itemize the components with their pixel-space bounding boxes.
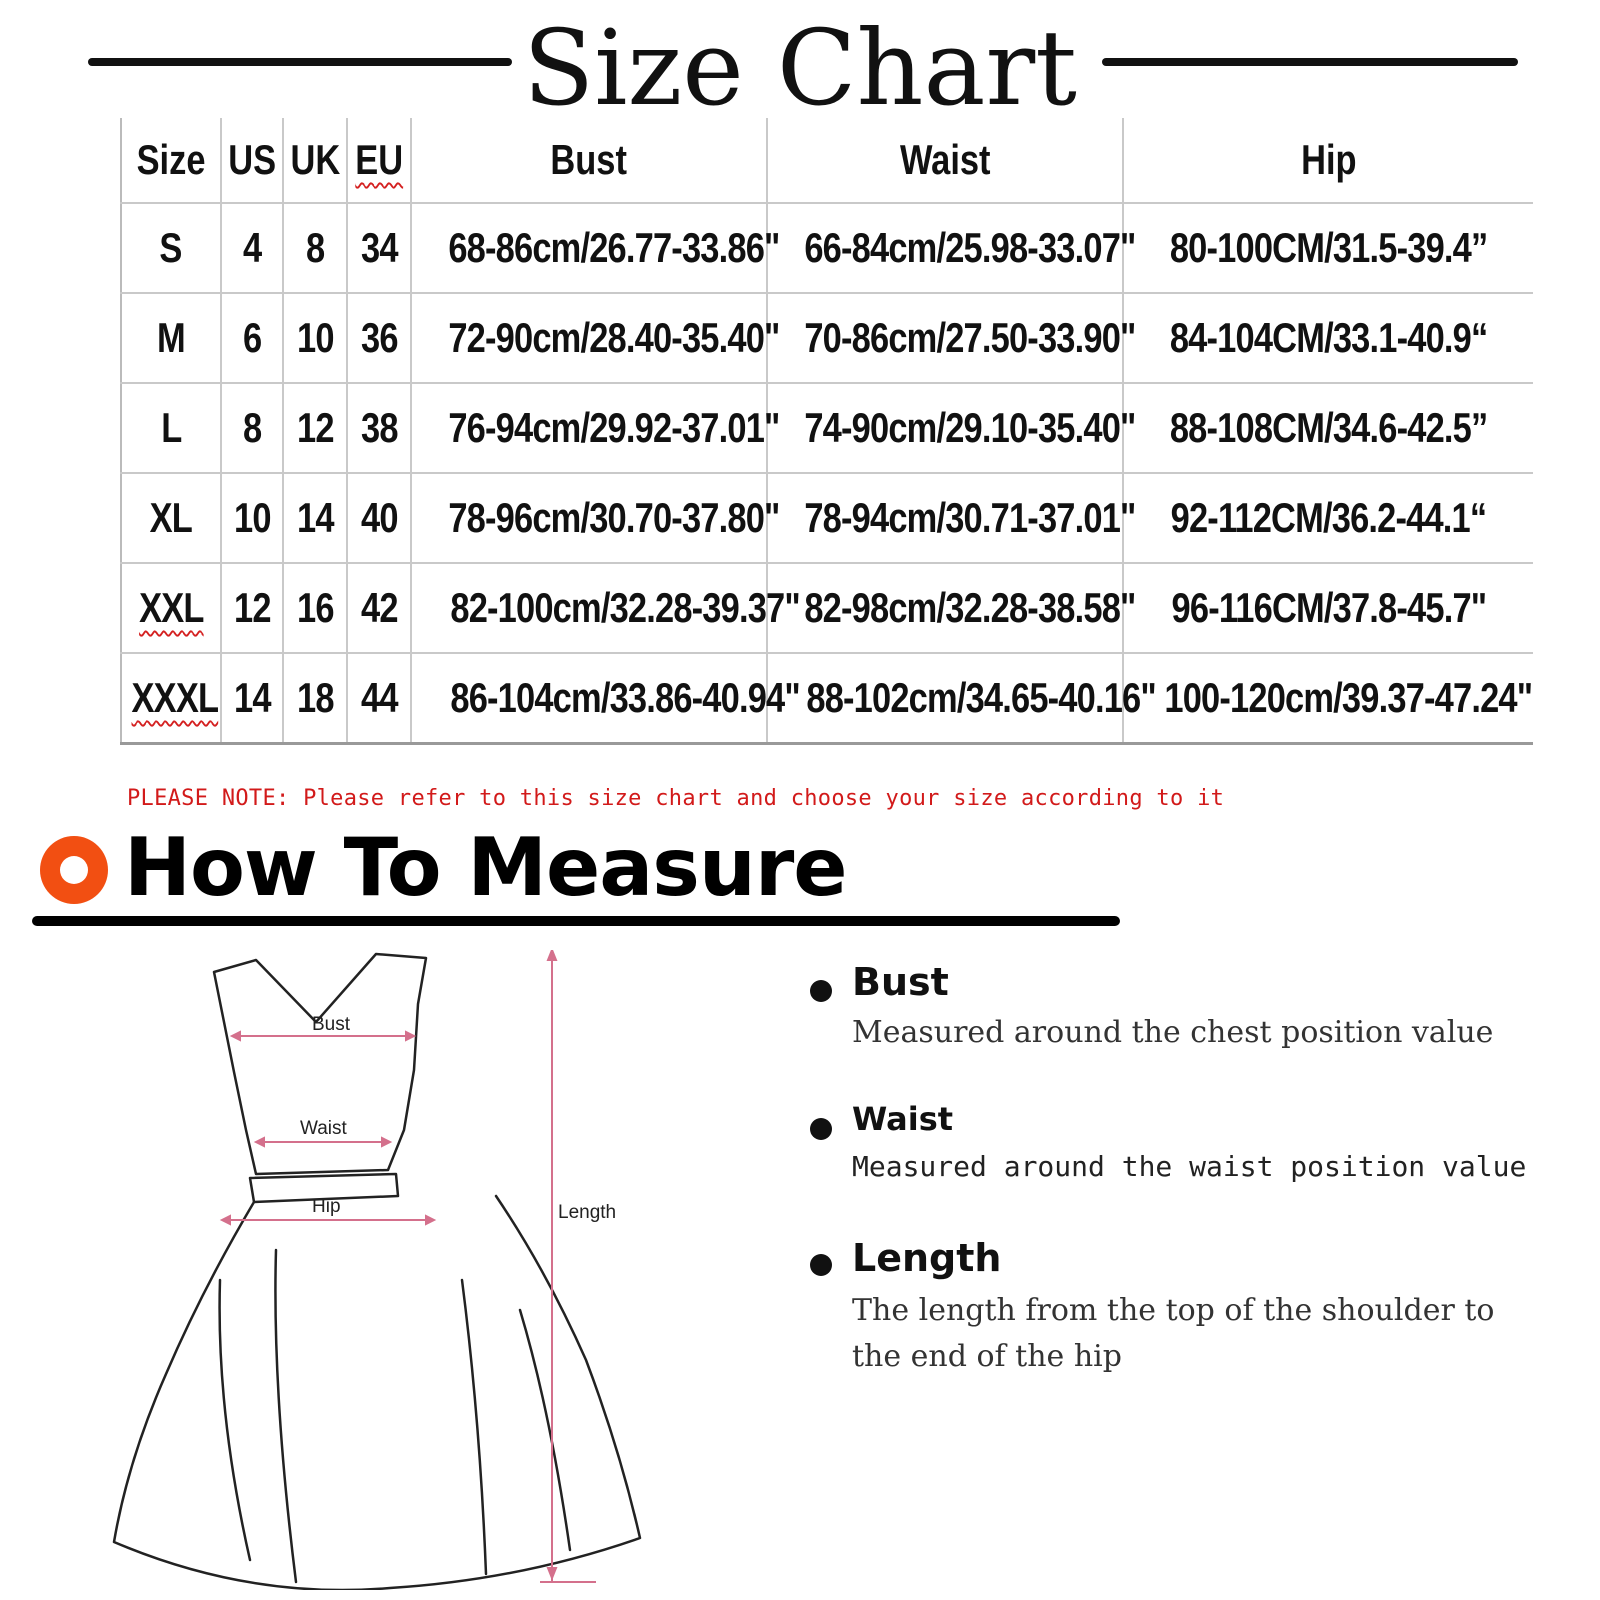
cell-size: S xyxy=(121,203,221,293)
header-bust: Bust xyxy=(411,118,767,203)
cell-us: 12 xyxy=(221,563,283,653)
cell-bust: 72-90cm/28.40-35.40" xyxy=(411,293,767,383)
waist-label: Waist xyxy=(300,1118,347,1139)
table-row xyxy=(121,563,1533,653)
definition-desc: Measured around the chest position value xyxy=(852,1015,1494,1050)
cell-size: XXL xyxy=(121,563,221,653)
cell-us: 14 xyxy=(221,653,283,744)
cell-eu: 36 xyxy=(347,293,411,383)
table-row xyxy=(121,383,1533,473)
header-waist: Waist xyxy=(767,118,1123,203)
definition-desc: Measured around the waist position value xyxy=(852,1150,1527,1183)
cell-hip: 84-104CM/33.1-40.9“ xyxy=(1123,293,1533,383)
definition-term: Bust xyxy=(852,960,949,1004)
cell-hip: 92-112CM/36.2-44.1“ xyxy=(1123,473,1533,563)
cell-size: XXXL xyxy=(121,653,221,744)
how-to-measure-title: How To Measure xyxy=(124,821,847,914)
cell-bust: 68-86cm/26.77-33.86" xyxy=(411,203,767,293)
header-size: Size xyxy=(121,118,221,203)
table-row xyxy=(121,653,1533,744)
cell-eu: 44 xyxy=(347,653,411,744)
cell-us: 6 xyxy=(221,293,283,383)
cell-waist: 66-84cm/25.98-33.07" xyxy=(767,203,1123,293)
cell-size: XL xyxy=(121,473,221,563)
size-table xyxy=(120,118,1533,745)
header-us: US xyxy=(221,118,283,203)
cell-waist: 82-98cm/32.28-38.58" xyxy=(767,563,1123,653)
page-title: Size Chart xyxy=(523,7,1077,129)
cell-uk: 8 xyxy=(283,203,347,293)
bullet-icon xyxy=(810,1118,832,1140)
header-eu: EU xyxy=(347,118,411,203)
bullet-icon xyxy=(810,1254,832,1276)
header-uk: UK xyxy=(283,118,347,203)
table-header-row xyxy=(121,118,1533,203)
cell-eu: 40 xyxy=(347,473,411,563)
table-row xyxy=(121,203,1533,293)
cell-hip: 88-108CM/34.6-42.5” xyxy=(1123,383,1533,473)
definition-desc: The length from the top of the shoulder to xyxy=(852,1293,1495,1328)
definition-term: Length xyxy=(852,1236,1002,1280)
cell-size: L xyxy=(121,383,221,473)
cell-eu: 34 xyxy=(347,203,411,293)
cell-us: 8 xyxy=(221,383,283,473)
orange-ring-icon xyxy=(40,836,108,904)
cell-waist: 78-94cm/30.71-37.01" xyxy=(767,473,1123,563)
cell-bust: 82-100cm/32.28-39.37" xyxy=(411,563,767,653)
cell-waist: 88-102cm/34.65-40.16" xyxy=(767,653,1123,744)
cell-uk: 14 xyxy=(283,473,347,563)
cell-size: M xyxy=(121,293,221,383)
cell-hip: 100-120cm/39.37-47.24" xyxy=(1123,653,1533,744)
hip-label: Hip xyxy=(312,1196,341,1217)
cell-uk: 10 xyxy=(283,293,347,383)
cell-bust: 76-94cm/29.92-37.01" xyxy=(411,383,767,473)
cell-waist: 70-86cm/27.50-33.90" xyxy=(767,293,1123,383)
table-row xyxy=(121,473,1533,563)
definition-term: Waist xyxy=(852,1100,954,1138)
cell-bust: 86-104cm/33.86-40.94" xyxy=(411,653,767,744)
cell-uk: 18 xyxy=(283,653,347,744)
dress-diagram xyxy=(100,950,660,1590)
cell-bust: 78-96cm/30.70-37.80" xyxy=(411,473,767,563)
cell-us: 10 xyxy=(221,473,283,563)
cell-waist: 74-90cm/29.10-35.40" xyxy=(767,383,1123,473)
table-row xyxy=(121,293,1533,383)
cell-us: 4 xyxy=(221,203,283,293)
cell-hip: 80-100CM/31.5-39.4” xyxy=(1123,203,1533,293)
cell-hip: 96-116CM/37.8-45.7" xyxy=(1123,563,1533,653)
measure-rule xyxy=(32,916,1120,926)
header-hip: Hip xyxy=(1123,118,1533,203)
definition-desc: the end of the hip xyxy=(852,1339,1122,1374)
length-label: Length xyxy=(558,1202,617,1223)
size-note: PLEASE NOTE: Please refer to this size chart and choose your size according to it xyxy=(127,786,1225,811)
dress-outline xyxy=(114,954,640,1590)
cell-uk: 12 xyxy=(283,383,347,473)
cell-eu: 42 xyxy=(347,563,411,653)
cell-uk: 16 xyxy=(283,563,347,653)
bullet-icon xyxy=(810,980,832,1002)
cell-eu: 38 xyxy=(347,383,411,473)
bust-label: Bust xyxy=(312,1014,351,1035)
